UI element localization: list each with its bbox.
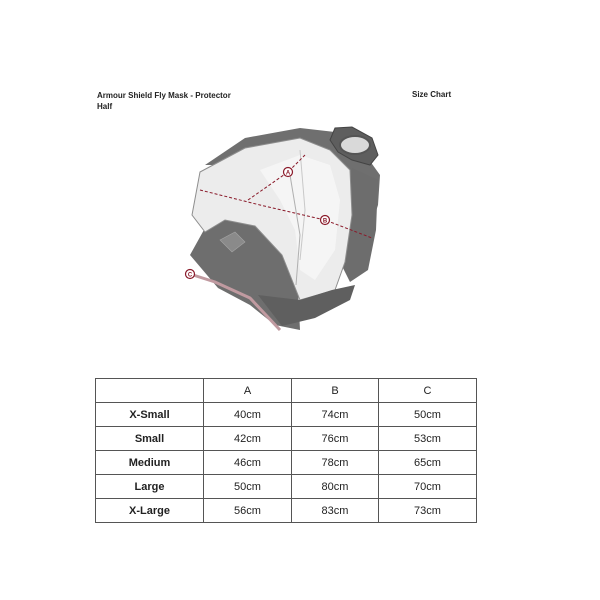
column-header-b: B xyxy=(292,379,379,403)
size-table xyxy=(95,378,477,523)
table-row xyxy=(96,499,477,523)
table-header-row xyxy=(96,379,477,403)
measure-c: 73cm xyxy=(379,499,477,523)
product-variant: Half xyxy=(97,102,113,111)
measure-c: 53cm xyxy=(379,427,477,451)
table-row xyxy=(96,403,477,427)
size-chart-label: Size Chart xyxy=(412,90,452,99)
measure-b: 76cm xyxy=(292,427,379,451)
measure-b: 74cm xyxy=(292,403,379,427)
product-title: Armour Shield Fly Mask - Protector xyxy=(97,91,231,100)
measure-c: 50cm xyxy=(379,403,477,427)
measure-c: 70cm xyxy=(379,475,477,499)
size-name: Large xyxy=(96,475,204,499)
column-header-c: C xyxy=(379,379,477,403)
measure-a: 56cm xyxy=(204,499,292,523)
ear-opening xyxy=(340,136,370,154)
svg-text:C: C xyxy=(187,272,193,279)
size-name: Small xyxy=(96,427,204,451)
svg-text:B: B xyxy=(322,218,328,225)
size-name: X-Large xyxy=(96,499,204,523)
measure-a: 50cm xyxy=(204,475,292,499)
table-row xyxy=(96,475,477,499)
marker-c xyxy=(186,270,195,279)
measure-a: 40cm xyxy=(204,403,292,427)
measure-b: 80cm xyxy=(292,475,379,499)
marker-b xyxy=(321,216,330,225)
table-row xyxy=(96,427,477,451)
size-name: X-Small xyxy=(96,403,204,427)
measure-a: 42cm xyxy=(204,427,292,451)
measure-c: 65cm xyxy=(379,451,477,475)
table-row xyxy=(96,451,477,475)
size-name: Medium xyxy=(96,451,204,475)
svg-text:A: A xyxy=(285,170,291,177)
measure-b: 83cm xyxy=(292,499,379,523)
measure-a: 46cm xyxy=(204,451,292,475)
column-header-a: A xyxy=(204,379,292,403)
measure-b: 78cm xyxy=(292,451,379,475)
header-empty-cell xyxy=(96,379,204,403)
marker-a xyxy=(284,168,293,177)
